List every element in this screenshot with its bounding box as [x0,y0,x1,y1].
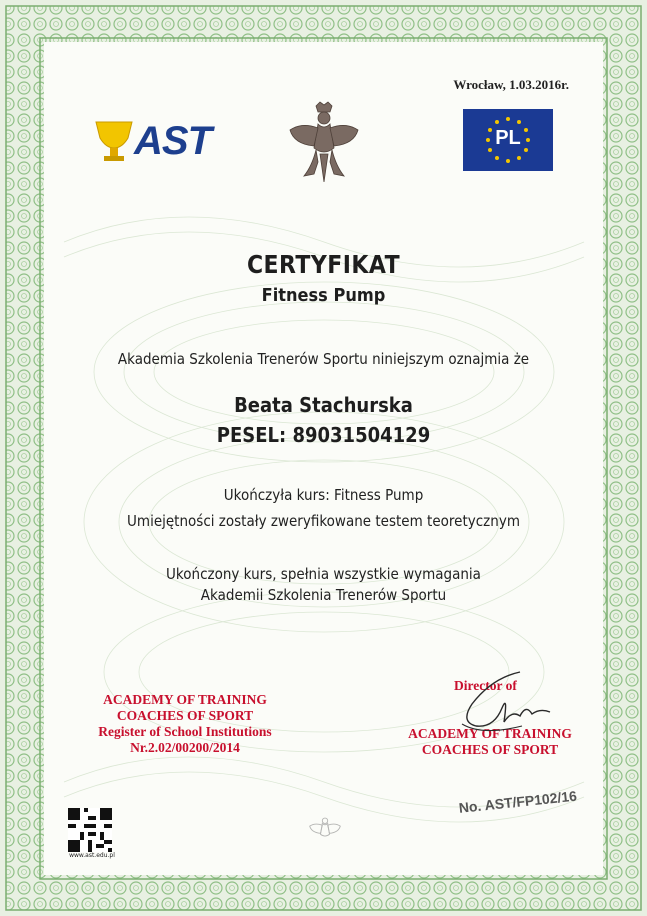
issue-date: Wrocław, 1.03.2016r. [453,77,569,92]
register-number: Nr.2.02/00200/2014 [130,740,240,755]
qr-caption: www.ast.edu.pl [69,852,115,859]
eu-pl-flag [463,109,553,171]
qr-code-icon [68,808,112,852]
verification-line: Umiejętności zostały zweryfikowane testem teoretycznym [127,512,520,530]
director-signature [432,664,572,744]
academy-name-line-2: COACHES OF SPORT [116,708,254,723]
logo-text: AST [134,119,211,163]
certificate-number: No. AST/FP102/16 [458,787,578,816]
recipient-pesel: PESEL: 89031504129 [216,423,431,447]
requirements-line-1: Ukończony kurs, spełnia wszystkie wymagania [166,565,481,583]
requirements-line-2: Akademii Szkolenia Trenerów Sportu [200,586,447,604]
emblem-watermark-icon [307,812,343,852]
flag-country-code: PL [495,127,521,149]
academy-name-line-1: ACADEMY OF TRAINING [103,692,267,707]
director-academy-line-2: COACHES OF SPORT [421,742,559,757]
course-line: Ukończyła kurs: Fitness Pump [223,486,424,504]
certificate-title: CERTYFIKAT [246,250,401,279]
trophy-icon [92,116,136,166]
register-label: Register of School Institutions [98,724,272,739]
certificate-subtitle: Fitness Pump [261,285,386,306]
polish-eagle-emblem [284,100,364,186]
recipient-name: Beata Stachurska [234,393,413,417]
director-academy-line-1: ACADEMY OF TRAINING [408,726,572,741]
director-label: Director of [454,678,517,693]
ast-logo [92,116,232,166]
intro-statement: Akademia Szkolenia Trenerów Sportu niniejszym oznajmia że [117,350,530,368]
academy-registration-block [70,692,300,756]
